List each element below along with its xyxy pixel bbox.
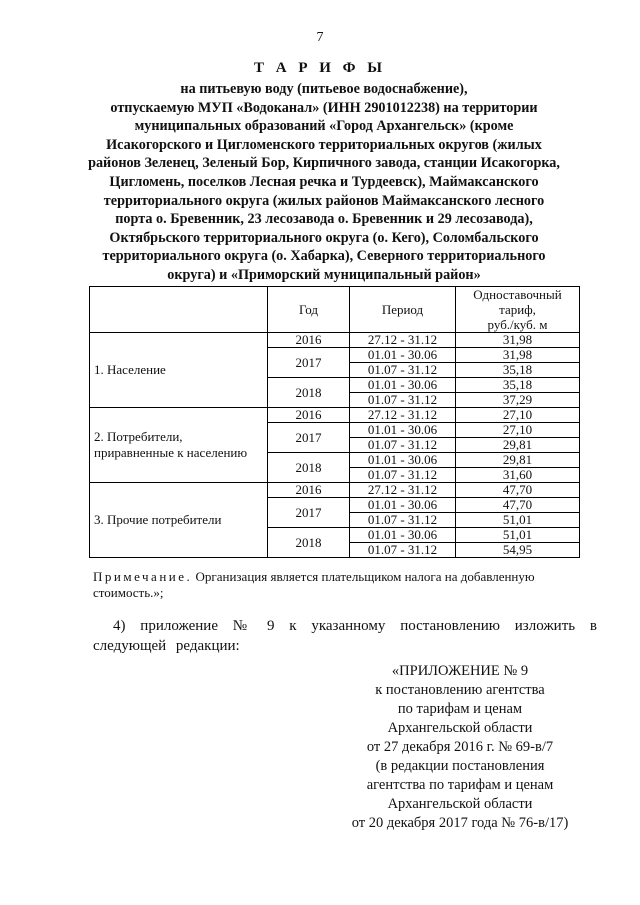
- period-cell: 01.01 - 30.06: [350, 498, 456, 513]
- year-cell: 2018: [268, 378, 350, 408]
- note-label: Примечание.: [93, 569, 193, 584]
- tariff-value-cell: 54,95: [456, 543, 580, 558]
- year-cell: 2017: [268, 423, 350, 453]
- appendix-line: (в редакции постановления: [375, 758, 545, 774]
- period-cell: 01.07 - 31.12: [350, 468, 456, 483]
- appendix-header: [330, 662, 590, 833]
- period-cell: 01.01 - 30.06: [350, 348, 456, 363]
- year-cell: 2016: [268, 483, 350, 498]
- period-cell: 01.07 - 31.12: [350, 438, 456, 453]
- group-name-line: 1. Население: [94, 362, 166, 377]
- table-row: [90, 483, 580, 498]
- tariff-value-cell: 47,70: [456, 498, 580, 513]
- header-group: [90, 287, 268, 333]
- tariff-value-cell: 37,29: [456, 393, 580, 408]
- subtitle-line: муниципальных образований «Город Архангельск» (кроме: [134, 118, 514, 135]
- tariff-table-body: [90, 333, 580, 558]
- period-cell: 01.01 - 30.06: [350, 528, 456, 543]
- year-cell: 2018: [268, 528, 350, 558]
- appendix-line: Архангельской области: [387, 720, 533, 736]
- instruction-paragraph: 4) приложение № 9 к указанному постановлению изложить в следующей редакции:: [93, 618, 597, 654]
- document-subtitle: [80, 80, 568, 285]
- tariff-value-cell: 31,60: [456, 468, 580, 483]
- appendix-line: от 27 декабря 2016 г. № 69-в/7: [366, 739, 554, 755]
- subtitle-line: Октябрьского территориального округа (о. Кего), Соломбальского: [109, 229, 539, 246]
- group-name-line: 2. Потребители,: [94, 429, 183, 444]
- tariff-value-cell: 29,81: [456, 453, 580, 468]
- subtitle-line: территориального округа (о. Хабарка), Северного территориального: [102, 248, 546, 265]
- tariff-value-cell: 27,10: [456, 423, 580, 438]
- header-tariff: [456, 287, 580, 333]
- period-cell: 01.01 - 30.06: [350, 378, 456, 393]
- period-cell: 27.12 - 31.12: [350, 483, 456, 498]
- note-text: Организация является плательщиком налога на добавленную стоимость.»;: [93, 569, 535, 600]
- appendix-line: Архангельской области: [387, 796, 533, 812]
- tariff-value-cell: 27,10: [456, 408, 580, 423]
- period-cell: 01.07 - 31.12: [350, 513, 456, 528]
- group-name-cell: [90, 408, 268, 483]
- appendix-line: «ПРИЛОЖЕНИЕ № 9: [391, 663, 529, 679]
- group-name-line: 3. Прочие потребители: [94, 512, 222, 527]
- appendix-line: от 20 декабря 2017 года № 76-в/17): [351, 815, 569, 831]
- tariff-table: [89, 286, 580, 558]
- subtitle-line: районов Зеленец, Зеленый Бор, Кирпичного завода, станции Исакогорка,: [88, 155, 560, 172]
- period-cell: 01.07 - 31.12: [350, 543, 456, 558]
- period-cell: 27.12 - 31.12: [350, 333, 456, 348]
- tariff-value-cell: 29,81: [456, 438, 580, 453]
- subtitle-line: Исакогорского и Цигломенского территориальных округов (жилых: [106, 136, 542, 153]
- table-note: [93, 569, 580, 601]
- group-name-cell: [90, 333, 268, 408]
- header-tariff-line2: руб./куб. м: [487, 317, 548, 332]
- year-cell: 2018: [268, 453, 350, 483]
- period-cell: 27.12 - 31.12: [350, 408, 456, 423]
- tariff-value-cell: 31,98: [456, 333, 580, 348]
- header-year: Год: [268, 287, 350, 333]
- table-row: [90, 333, 580, 348]
- tariff-value-cell: 51,01: [456, 528, 580, 543]
- year-cell: 2017: [268, 498, 350, 528]
- subtitle-line: на питьевую воду (питьевое водоснабжение),: [180, 81, 468, 97]
- year-cell: 2016: [268, 333, 350, 348]
- tariff-value-cell: 51,01: [456, 513, 580, 528]
- tariff-value-cell: 47,70: [456, 483, 580, 498]
- subtitle-line: округа) и «Приморский муниципальный район»: [167, 266, 481, 283]
- subtitle-line: порта о. Бревенник, 23 лесозавода о. Бревенник и 29 лесозавода),: [115, 211, 533, 228]
- appendix-line: агентства по тарифам и ценам: [366, 777, 554, 793]
- subtitle-line: отпускаемую МУП «Водоканал» (ИНН 2901012238) на территории: [110, 99, 538, 116]
- header-tariff-line1: Одноставочный тариф,: [473, 287, 562, 317]
- group-name-line: приравненные к населению: [94, 445, 248, 460]
- subtitle-line: территориального округа (жилых районов Маймаксанского лесного: [103, 192, 545, 209]
- appendix-line: по тарифам и ценам: [397, 701, 523, 717]
- year-cell: 2017: [268, 348, 350, 378]
- tariff-value-cell: 35,18: [456, 378, 580, 393]
- page-number: 7: [316, 30, 324, 45]
- year-cell: 2016: [268, 408, 350, 423]
- subtitle-line: Цигломень, поселков Лесная речка и Турдеевск), Маймаксанского: [109, 173, 539, 190]
- period-cell: 01.01 - 30.06: [350, 453, 456, 468]
- period-cell: 01.07 - 31.12: [350, 393, 456, 408]
- tariff-value-cell: 35,18: [456, 363, 580, 378]
- tariff-value-cell: 31,98: [456, 348, 580, 363]
- period-cell: 01.07 - 31.12: [350, 363, 456, 378]
- document-title: Т А Р И Ф Ы: [253, 60, 387, 76]
- header-period: Период: [350, 287, 456, 333]
- period-cell: 01.01 - 30.06: [350, 423, 456, 438]
- appendix-line: к постановлению агентства: [375, 682, 545, 698]
- table-row: [90, 408, 580, 423]
- table-header-row: [90, 287, 580, 333]
- group-name-cell: [90, 483, 268, 558]
